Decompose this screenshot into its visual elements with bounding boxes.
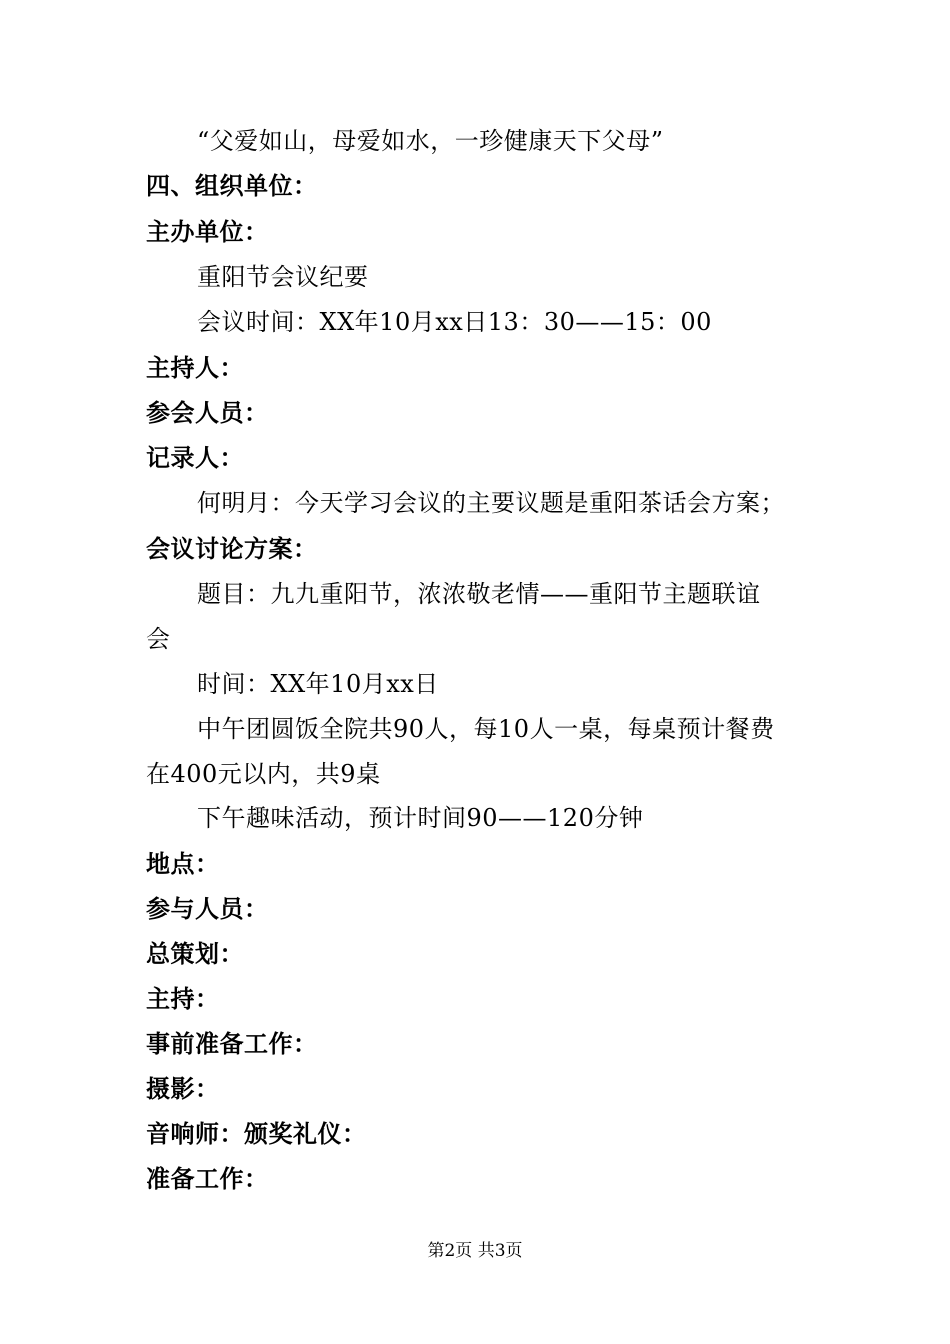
participants-label: 参与人员： xyxy=(146,895,269,923)
chair-label: 主持人： xyxy=(146,354,244,382)
recorder-label: 记录人： xyxy=(146,444,244,472)
sound-and-award-label: 音响师：颁奖礼仪： xyxy=(146,1120,367,1148)
lunch-plan-continued: 在400元以内，共9桌 xyxy=(146,760,381,788)
location-label: 地点： xyxy=(146,850,220,878)
agenda-statement: 何明月：今天学习会议的主要议题是重阳茶话会方案； xyxy=(197,489,785,517)
topic-line-continued: 会 xyxy=(146,625,171,653)
photography-label: 摄影： xyxy=(146,1075,220,1103)
page-footer: 第2页 共3页 xyxy=(427,1241,523,1261)
host-label: 主持： xyxy=(146,985,220,1013)
preparation-label: 事前准备工作： xyxy=(146,1030,318,1058)
event-date: 时间：XX年10月xx日 xyxy=(197,670,439,698)
prep-work-label: 准备工作： xyxy=(146,1165,269,1193)
host-unit-label: 主办单位： xyxy=(146,218,269,246)
quote-line: “父爱如山，母爱如水，一珍健康天下父母” xyxy=(197,127,664,155)
section-heading-organization: 四、组织单位： xyxy=(146,172,318,200)
afternoon-activity: 下午趣味活动，预计时间90——120分钟 xyxy=(197,804,644,832)
discussion-plan-label: 会议讨论方案： xyxy=(146,535,318,563)
minutes-title: 重阳节会议纪要 xyxy=(197,263,369,291)
meeting-time: 会议时间：XX年10月xx日13：30——15：00 xyxy=(197,308,712,336)
planner-label: 总策划： xyxy=(146,940,244,968)
topic-line: 题目：九九重阳节，浓浓敬老情——重阳节主题联谊 xyxy=(197,580,761,608)
lunch-plan: 中午团圆饭全院共90人，每10人一桌，每桌预计餐费 xyxy=(197,715,775,743)
attendees-label: 参会人员： xyxy=(146,399,269,427)
